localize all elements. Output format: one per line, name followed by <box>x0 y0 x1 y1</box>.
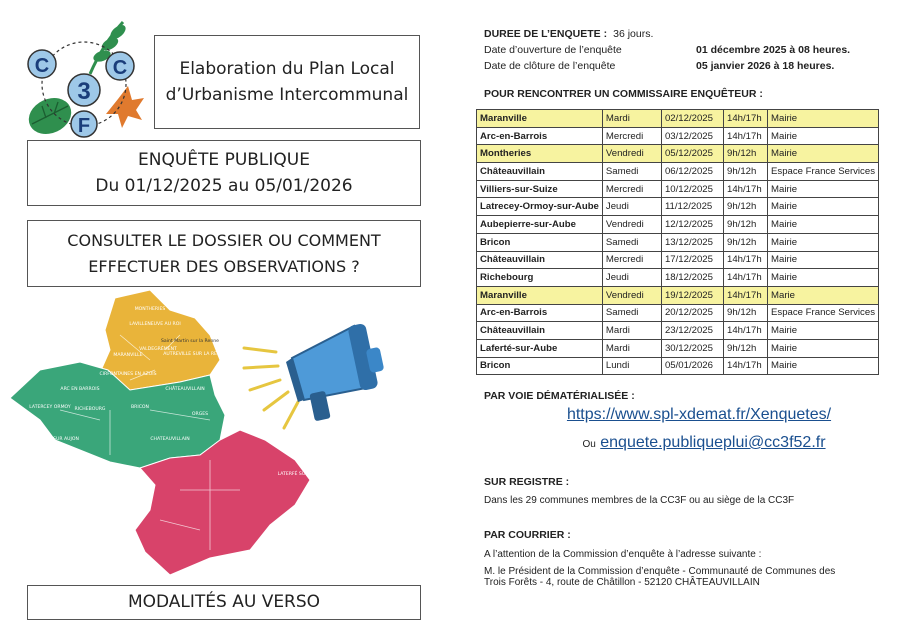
place-cell: Mairie <box>768 145 879 163</box>
courrier-line3: Trois Forêts - 4, route de Châtillon - 52120 CHÂTEAUVILLAIN <box>484 577 760 588</box>
ouverture-row <box>484 42 884 58</box>
day-cell: Vendredi <box>602 145 661 163</box>
place-cell: Mairie <box>768 233 879 251</box>
enquete-dates: Du 01/12/2025 au 05/01/2026 <box>95 176 353 196</box>
schedule-row <box>477 269 879 287</box>
day-cell: Samedi <box>602 163 661 181</box>
schedule-row <box>477 233 879 251</box>
commune-cell: Châteauvillain <box>477 163 603 181</box>
hours-cell: 9h/12h <box>723 145 767 163</box>
verso-box <box>27 585 421 620</box>
consult-box <box>27 220 421 287</box>
schedule-row <box>477 304 879 322</box>
ouverture-label: Date d’ouverture de l’enquête <box>484 44 622 56</box>
schedule-row <box>477 251 879 269</box>
commune-cell: Châteauvillain <box>477 251 603 269</box>
commune-cell: Arc-en-Barrois <box>477 127 603 145</box>
date-cell: 06/12/2025 <box>661 163 723 181</box>
registre-title: SUR REGISTRE : <box>484 476 570 488</box>
day-cell: Mardi <box>602 322 661 340</box>
enquete-title: ENQUÊTE PUBLIQUE <box>138 150 310 170</box>
date-cell: 11/12/2025 <box>661 198 723 216</box>
day-cell: Mercredi <box>602 180 661 198</box>
place-cell: Espace France Services <box>768 163 879 181</box>
commune-cell: Maranville <box>477 286 603 304</box>
place-cell: Mairie <box>768 357 879 375</box>
cc3f-logo <box>18 14 148 139</box>
date-cell: 23/12/2025 <box>661 322 723 340</box>
enquete-box <box>27 140 421 206</box>
hours-cell: 14h/17h <box>723 269 767 287</box>
place-cell: Mairie <box>768 322 879 340</box>
day-cell: Mercredi <box>602 251 661 269</box>
logo-letter-3: 3 <box>77 78 91 105</box>
map-label: CHATEAUVILLAIN <box>150 437 190 442</box>
courrier-line2: M. le Président de la Commission d’enquête - Communauté de Communes des <box>484 566 836 577</box>
hours-cell: 14h/17h <box>723 357 767 375</box>
map-label: LATERCEY ORMOY <box>29 405 71 410</box>
date-cell: 30/12/2025 <box>661 339 723 357</box>
schedule-row <box>477 127 879 145</box>
consult-line1: CONSULTER LE DOSSIER OU COMMENT <box>67 230 381 250</box>
place-cell: Mairie <box>768 110 879 128</box>
courrier-section <box>484 529 884 588</box>
place-cell: Mairie <box>768 339 879 357</box>
leaf-icon <box>23 91 77 140</box>
day-cell: Mardi <box>602 339 661 357</box>
ou-label: Ou <box>582 439 596 450</box>
day-cell: Vendredi <box>602 216 661 234</box>
hours-cell: 14h/17h <box>723 110 767 128</box>
schedule-row <box>477 216 879 234</box>
hours-cell: 14h/17h <box>723 127 767 145</box>
date-cell: 13/12/2025 <box>661 233 723 251</box>
logo-letter-f: F <box>77 115 91 137</box>
duree-row <box>484 26 884 42</box>
verso-text: MODALITÉS AU VERSO <box>127 592 321 612</box>
day-cell: Jeudi <box>602 269 661 287</box>
day-cell: Mardi <box>602 110 661 128</box>
plu-title-line2: d’Urbanisme Intercommunal <box>165 85 409 105</box>
place-cell: Mairie <box>768 251 879 269</box>
place-cell: Mairie <box>768 127 879 145</box>
map-label: ARC EN BARROIS <box>60 387 100 392</box>
schedule-row <box>477 357 879 375</box>
courrier-title: PAR COURRIER : <box>484 529 571 541</box>
schedule-row <box>477 145 879 163</box>
registre-text: Dans les 29 communes membres de la CC3F ou au siège de la CC3F <box>484 495 795 506</box>
hours-cell: 9h/12h <box>723 216 767 234</box>
map-label: AUTREVILLE SUR LA RENNE <box>163 352 227 357</box>
xenquetes-link[interactable]: https://www.spl-xdemat.fr/Xenquetes/ <box>566 406 832 423</box>
map-label: ORGES <box>191 412 209 417</box>
rencontre-title: POUR RENCONTRER UN COMMISSAIRE ENQUÊTEUR : <box>484 88 763 100</box>
schedule-row <box>477 286 879 304</box>
schedule-row <box>477 180 879 198</box>
info-section <box>484 26 884 100</box>
day-cell: Mercredi <box>602 127 661 145</box>
map-label: Saint Martin sur la Renne <box>161 339 219 344</box>
date-cell: 12/12/2025 <box>661 216 723 234</box>
map-label: RICHEBOURG <box>74 407 106 412</box>
cloture-value: 05 janvier 2026 à 18 heures. <box>696 60 835 72</box>
day-cell: Vendredi <box>602 286 661 304</box>
date-cell: 03/12/2025 <box>661 127 723 145</box>
date-cell: 19/12/2025 <box>661 286 723 304</box>
ouverture-value: 01 décembre 2025 à 08 heures. <box>696 44 851 56</box>
day-cell: Samedi <box>602 304 661 322</box>
hours-cell: 14h/17h <box>723 180 767 198</box>
day-cell: Lundi <box>602 357 661 375</box>
courrier-line1: A l’attention de la Commission d’enquête à l’adresse suivante : <box>484 549 762 560</box>
map-label: GIEY SUR AUJON <box>41 437 79 442</box>
schedule-row <box>477 163 879 181</box>
schedule-row <box>477 322 879 340</box>
schedule-table <box>476 109 879 375</box>
map-label: MONTHERIES <box>134 307 166 312</box>
plu-title-line1: Elaboration du Plan Local <box>179 59 395 79</box>
place-cell: Mairie <box>768 180 879 198</box>
date-cell: 17/12/2025 <box>661 251 723 269</box>
duree-value: 36 jours. <box>613 28 654 40</box>
consult-line2: EFFECTUER DES OBSERVATIONS ? <box>88 256 360 276</box>
logo-letter-c2: C <box>112 57 128 79</box>
hours-cell: 14h/17h <box>723 286 767 304</box>
hours-cell: 14h/17h <box>723 251 767 269</box>
date-cell: 05/01/2026 <box>661 357 723 375</box>
schedule-row <box>477 110 879 128</box>
place-cell: Marie <box>768 286 879 304</box>
date-cell: 18/12/2025 <box>661 269 723 287</box>
place-cell: Mairie <box>768 269 879 287</box>
map-label: VALDEGRÉMENT <box>139 347 177 352</box>
megaphone-icon <box>236 318 406 438</box>
commune-cell: Châteauvillain <box>477 322 603 340</box>
commune-cell: Maranville <box>477 110 603 128</box>
cloture-label: Date de clôture de l’enquête <box>484 60 616 72</box>
commune-cell: Laferté-sur-Aube <box>477 339 603 357</box>
map-label: LATERFÉ SUR AUBE <box>277 472 323 477</box>
schedule-row <box>477 198 879 216</box>
day-cell: Samedi <box>602 233 661 251</box>
hours-cell: 14h/17h <box>723 322 767 340</box>
map-label: BRICON <box>131 405 149 410</box>
email-link[interactable]: enquete.publiqueplui@cc3f52.fr <box>600 434 826 451</box>
map-label: MARANVILLE <box>113 353 143 358</box>
map-label: CIRFONTAINES EN AZOIS <box>99 372 157 377</box>
hours-cell: 9h/12h <box>723 339 767 357</box>
place-cell: Mairie <box>768 198 879 216</box>
dematerialise-section <box>484 390 884 452</box>
map-label: LAVILLENEUVE AU ROI <box>129 322 181 327</box>
commune-cell: Bricon <box>477 357 603 375</box>
commune-cell: Aubepierre-sur-Aube <box>477 216 603 234</box>
schedule-row <box>477 339 879 357</box>
date-cell: 05/12/2025 <box>661 145 723 163</box>
hours-cell: 9h/12h <box>723 163 767 181</box>
hours-cell: 9h/12h <box>723 233 767 251</box>
logo-letter-c1: C <box>34 55 50 77</box>
duree-label: DUREE DE L’ENQUETE : <box>484 28 608 40</box>
map-label: CHÂTEAUVILLAIN <box>165 387 205 392</box>
place-cell: Espace France Services <box>768 304 879 322</box>
dematerialise-title: PAR VOIE DÉMATÉRIALISÉE : <box>484 390 635 402</box>
date-cell: 02/12/2025 <box>661 110 723 128</box>
hours-cell: 9h/12h <box>723 198 767 216</box>
cloture-row <box>484 58 884 74</box>
date-cell: 20/12/2025 <box>661 304 723 322</box>
commune-cell: Bricon <box>477 233 603 251</box>
day-cell: Jeudi <box>602 198 661 216</box>
commune-cell: Richebourg <box>477 269 603 287</box>
commune-cell: Villiers-sur-Suize <box>477 180 603 198</box>
place-cell: Mairie <box>768 216 879 234</box>
date-cell: 10/12/2025 <box>661 180 723 198</box>
commune-cell: Montheries <box>477 145 603 163</box>
plu-title-box <box>154 35 420 129</box>
hours-cell: 9h/12h <box>723 304 767 322</box>
commune-cell: Latrecey-Ormoy-sur-Aube <box>477 198 603 216</box>
commune-cell: Arc-en-Barrois <box>477 304 603 322</box>
registre-section <box>484 476 884 506</box>
